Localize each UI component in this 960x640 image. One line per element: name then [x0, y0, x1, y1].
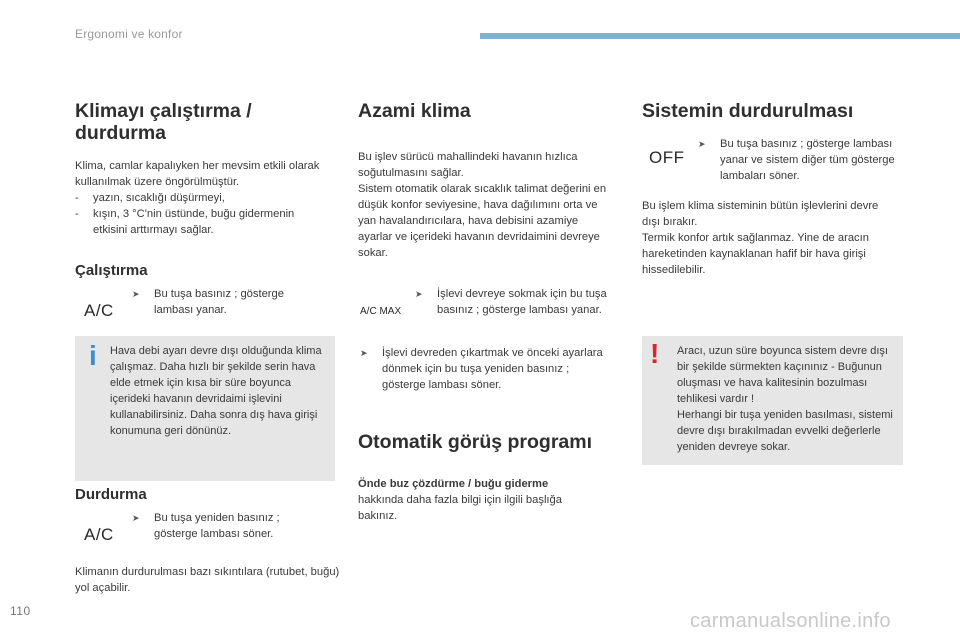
- info-icon: i: [89, 340, 97, 371]
- warning-box: [642, 336, 903, 465]
- warning-icon: !: [650, 338, 660, 369]
- off-text-2: Termik konfor artık sağlanmaz. Yine de aracın hareketinden kaynaklanan hafif bir hava girişi hissedilebilir.: [642, 232, 869, 276]
- subsection-title-start: Çalıştırma: [75, 262, 148, 279]
- section-header: Ergonomi ve konfor: [75, 27, 183, 41]
- warning-text: Aracı, uzun süre boyunca sistem devre dışı bir şekilde sürmekten kaçınınız - Buğunun oluşması ve hava kalitesinin bozulması tehlikesi vardır ! Herhangi bir tuşa yeniden basılması, sistemi devre dışı bırakılmadan evvelki değerlerle yeniden devreye sokar.: [677, 345, 893, 453]
- off-button: OFF: [649, 148, 685, 167]
- dash-list: [75, 190, 330, 238]
- max-off-instruction: ➤ İşlevi devreden çıkartmak ve önceki ayarlara dönmek için bu tuşa yeniden basınız ; gösterge lambası söner.: [360, 347, 603, 391]
- max-intro-2: Sistem otomatik olarak sıcaklık talimat değerini en düşük konfor seviyesine, hava dağılımını orta ve yan havalandırıcılara, hava debisini azamiye ayarlar ve içerideki havanın devridaimini devreye sokar.: [358, 183, 607, 259]
- list-item: - yazın, sıcaklığı düşürmeyi,: [75, 190, 330, 206]
- off-instruction: ➤ Bu tuşa basınız ; gösterge lambası yanar ve sistem diğer tüm gösterge lambaları söner.: [698, 138, 895, 182]
- ac-button-stop: A/C: [84, 525, 114, 544]
- header-bar: [480, 33, 960, 39]
- outro-text: Klimanın durdurulması bazı sıkıntılara (rutubet, buğu) yol açabilir.: [75, 566, 340, 594]
- subsection-title-stop: Durdurma: [75, 486, 147, 503]
- list-item: - kışın, 3 °C'nin üstünde, buğu gidermenin etkisini arttırmayı sağlar.: [75, 206, 330, 238]
- intro-text: Klima, camlar kapalıyken her mevsim etkili olarak kullanılmak üzere öngörülmüştür.: [75, 160, 320, 188]
- section-title-ac: Klimayı çalıştırma / durdurma: [75, 100, 252, 144]
- max-on-instruction: ➤ İşlevi devreye sokmak için bu tuşa basınız ; gösterge lambası yanar.: [415, 288, 607, 316]
- info-box: [75, 336, 335, 481]
- bullet-arrow-icon: ➤: [132, 513, 140, 523]
- stop-instruction: ➤ Bu tuşa yeniden basınız ; gösterge lambası söner.: [132, 512, 280, 540]
- page-number: 110: [10, 604, 31, 618]
- off-text-1: Bu işlem klima sisteminin bütün işlevlerini devre dışı bırakır.: [642, 200, 879, 228]
- column-3: [642, 100, 904, 122]
- section-title-auto-visibility: Otomatik görüş programı: [358, 431, 593, 453]
- bullet-arrow-icon: ➤: [698, 139, 706, 149]
- column-2: [358, 100, 620, 261]
- start-instruction: ➤ Bu tuşa basınız ; gösterge lambası yanar.: [132, 288, 284, 316]
- ac-button-start: A/C: [84, 301, 114, 320]
- bullet-arrow-icon: ➤: [132, 289, 140, 299]
- info-text: Hava debi ayarı devre dışı olduğunda klima çalışmaz. Daha hızlı bir şekilde serin hava elde etmek için kısa bir süre boyunca içerideki havanın devridaimi işlevini kullanabilirsiniz. Daha sonra dış hava girişi konumuna geri dönünüz.: [110, 345, 322, 437]
- watermark: carmanualsonline.info: [690, 610, 891, 632]
- ac-max-button: A/C MAX: [360, 306, 402, 317]
- section-title-off: Sistemin durdurulması: [642, 100, 854, 122]
- auto-visibility-text: Önde buz çözdürme / buğu giderme hakkında daha fazla bilgi için ilgili başlığa bakınız.: [358, 478, 562, 522]
- max-intro-1: Bu işlev sürücü mahallindeki havanın hızlıca soğutulmasını sağlar.: [358, 151, 578, 179]
- section-title-max: Azami klima: [358, 100, 471, 122]
- bullet-arrow-icon: ➤: [360, 348, 368, 358]
- column-1: [75, 100, 337, 238]
- bullet-arrow-icon: ➤: [415, 289, 423, 299]
